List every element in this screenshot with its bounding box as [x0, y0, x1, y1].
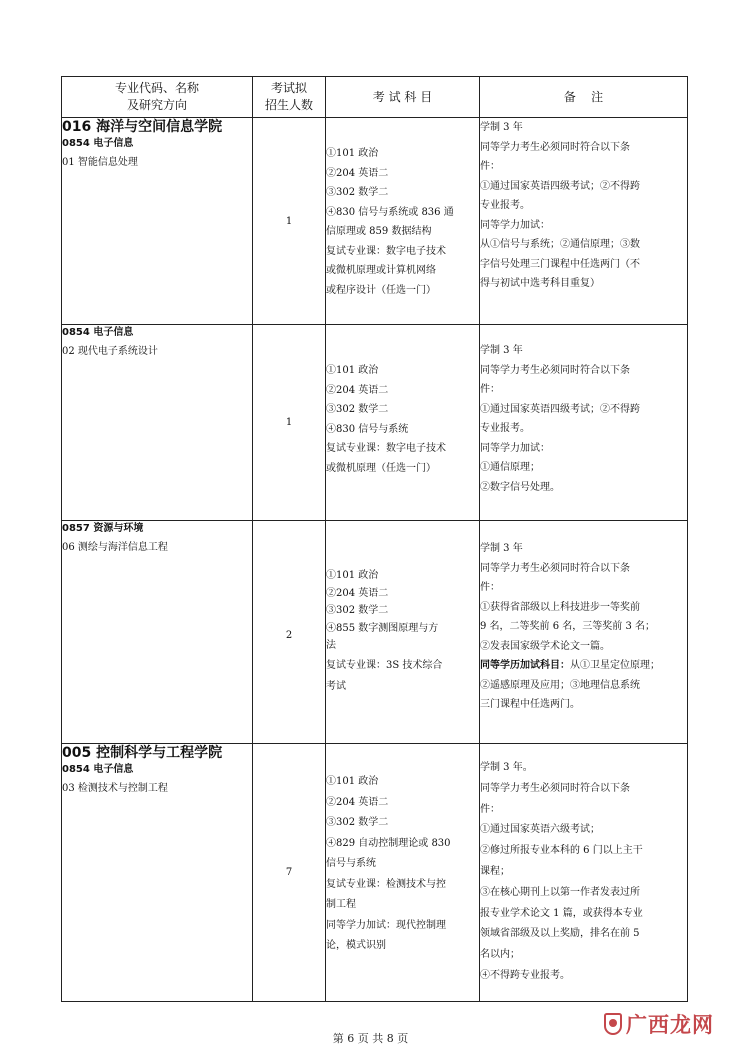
subject-line: ②204 英语二: [326, 167, 389, 179]
table-row: [62, 118, 688, 325]
remark-line: 同等学力考生必须同时符合以下条: [480, 782, 630, 794]
remark-line: 同等学力考生必须同时符合以下条: [480, 562, 630, 574]
admissions-table: [61, 76, 688, 1002]
table-header-row: [62, 77, 688, 118]
watermark-text: 广西龙网: [626, 1013, 714, 1037]
remarks-cell: [480, 744, 688, 1002]
major-cell: [62, 325, 253, 521]
remarks-cell: [480, 325, 688, 521]
remark-line: 专业报考。: [480, 200, 530, 211]
remark-line: 同等学力加试：: [480, 219, 550, 231]
remark-line: ①通过国家英语四级考试；②不得跨: [480, 180, 640, 192]
page-number-footer: 第 6 页 共 8 页: [332, 1032, 409, 1045]
remark-line: 报专业学术论文 1 篇，或获得本专业: [480, 907, 643, 919]
remark-line: ②修过所报专业本科的 6 门以上主干: [480, 845, 643, 857]
header-subjects: [326, 77, 480, 118]
header-text: 专业代码、名称: [114, 81, 199, 95]
subject-line: ③302 数学二: [326, 605, 389, 616]
subject-line: 或微机原理或计算机网络: [326, 265, 436, 276]
remark-line: 同等学力加试：: [480, 442, 550, 454]
remark-line: [480, 656, 687, 676]
research-direction: 03 检测技术与控制工程: [62, 783, 168, 794]
remark-line: 同等学力考生必须同时符合以下条: [480, 141, 630, 153]
subject-line: 信号与系统: [326, 858, 376, 869]
major-name: 0854 电子信息: [62, 138, 134, 149]
college-name: 005 控制科学与工程学院: [62, 745, 223, 761]
subject-line: ②204 英语二: [326, 384, 389, 396]
remarks-cell: [480, 118, 688, 325]
subject-line: 复试专业课：数字电子技术: [326, 443, 446, 454]
subjects-cell: [326, 118, 480, 325]
remark-line: ①通过国家英语四级考试；②不得跨: [480, 403, 640, 415]
remark-bold-suffix: 从①卫星定位原理；: [570, 660, 660, 671]
subject-line: ①101 政治: [326, 365, 379, 376]
subject-line: 法: [326, 640, 336, 651]
subject-line: ②204 英语二: [326, 796, 389, 808]
remark-line: 同等学力考生必须同时符合以下条: [480, 364, 630, 376]
subject-line: 或微机原理（任选一门）: [326, 462, 436, 474]
remark-line: ①获得省部级以上科技进步一等奖前: [480, 601, 640, 613]
remark-line: 学制 3 年: [480, 345, 523, 356]
remark-line: ②发表国家级学术论文一篇。: [480, 640, 610, 652]
major-name: 0857 资源与环境: [62, 523, 144, 534]
header-text: 考 试 科 目: [372, 89, 433, 104]
remark-line: 专业报考。: [480, 423, 530, 434]
subject-line: ①101 政治: [326, 148, 379, 159]
subject-line: 信原理或 859 数据结构: [326, 226, 432, 237]
remark-line: 三门课程中任选两门。: [480, 699, 580, 710]
subject-line: 考试: [326, 680, 346, 692]
remark-line: 领域省部级及以上奖励，排名在前 5: [480, 928, 640, 940]
major-name: 0854 电子信息: [62, 764, 134, 775]
major-cell: [62, 744, 253, 1002]
major-name: 0854 电子信息: [62, 327, 134, 338]
remark-line: 学制 3 年。: [480, 762, 533, 773]
remark-line: 件：: [480, 161, 500, 172]
quota-cell: 7: [253, 744, 326, 1002]
subject-line: ①101 政治: [326, 570, 379, 581]
remark-line: ②遥感原理及应用；③地理信息系统: [480, 679, 640, 691]
remark-line: 件：: [480, 384, 500, 395]
remark-line: 字信号处理三门课程中任选两门（不: [480, 258, 640, 270]
subject-line: ④855 数字测图原理与方: [326, 622, 439, 634]
subject-line: 或程序设计（任选一门）: [326, 284, 436, 296]
major-cell: [62, 521, 253, 744]
major-cell: [62, 118, 253, 325]
header-remarks: [480, 77, 688, 118]
subject-line: ④830 信号与系统或 836 通: [326, 206, 454, 218]
remark-bold-prefix: 同等学历加试科目：: [480, 660, 570, 671]
remark-line: ③在核心期刊上以第一作者发表过所: [480, 886, 640, 898]
header-text: 招生人数: [264, 98, 313, 112]
remark-line: 件：: [480, 582, 500, 593]
research-direction: 06 测绘与海洋信息工程: [62, 542, 168, 553]
subject-line: 复试专业课：检测技术与控: [326, 878, 446, 890]
remark-line: ①通信原理；: [480, 462, 540, 473]
table-row: [62, 744, 688, 1002]
header-text: 备 注: [563, 89, 604, 104]
quota-cell: 1: [253, 325, 326, 521]
header-major-direction: [62, 77, 253, 118]
subject-line: ④830 信号与系统: [326, 423, 409, 435]
table-row: [62, 521, 688, 744]
subject-line: ④829 自动控制理论或 830: [326, 837, 451, 849]
subject-line: ②204 英语二: [326, 587, 389, 599]
subject-line: ③302 数学二: [326, 404, 389, 415]
quota-cell: 1: [253, 118, 326, 325]
remark-line: ①通过国家英语六级考试；: [480, 824, 600, 836]
research-direction: 01 智能信息处理: [62, 157, 138, 168]
remark-line: 课程；: [480, 865, 510, 877]
header-quota: [253, 77, 326, 118]
remark-line: 名以内；: [480, 949, 520, 961]
subject-line: 制工程: [326, 899, 356, 910]
subject-line: 复试专业课：3S 技术综合: [326, 659, 443, 671]
remark-line: 学制 3 年: [480, 543, 523, 554]
remark-line: 件：: [480, 803, 500, 815]
header-text: 及研究方向: [126, 98, 187, 112]
remark-line: ④不得跨专业报考。: [480, 969, 570, 981]
subjects-cell: [326, 521, 480, 744]
table-row: [62, 325, 688, 521]
subject-line: 论，模式识别: [326, 940, 386, 951]
subjects-cell: [326, 744, 480, 1002]
subject-line: 同等学力加试：现代控制理: [326, 919, 446, 931]
subject-line: 复试专业课：数字电子技术: [326, 245, 446, 257]
subject-line: ①101 政治: [326, 776, 379, 787]
subjects-cell: [326, 325, 480, 521]
remarks-cell: [480, 521, 688, 744]
remark-line: 得与初试中选考科目重复）: [480, 278, 600, 289]
header-text: 考试拟: [270, 81, 307, 95]
subject-line: ③302 数学二: [326, 187, 389, 198]
college-name: 016 海洋与空间信息学院: [62, 119, 223, 135]
quota-cell: 2: [253, 521, 326, 744]
remark-line: 从①信号与系统；②通信原理；③数: [480, 239, 640, 250]
remark-line: 9 名，二等奖前 6 名，三等奖前 3 名；: [480, 621, 655, 632]
research-direction: 02 现代电子系统设计: [62, 346, 158, 357]
remark-line: 学制 3 年: [480, 122, 523, 133]
subject-line: ③302 数学二: [326, 817, 389, 828]
remark-line: ②数字信号处理。: [480, 481, 560, 493]
